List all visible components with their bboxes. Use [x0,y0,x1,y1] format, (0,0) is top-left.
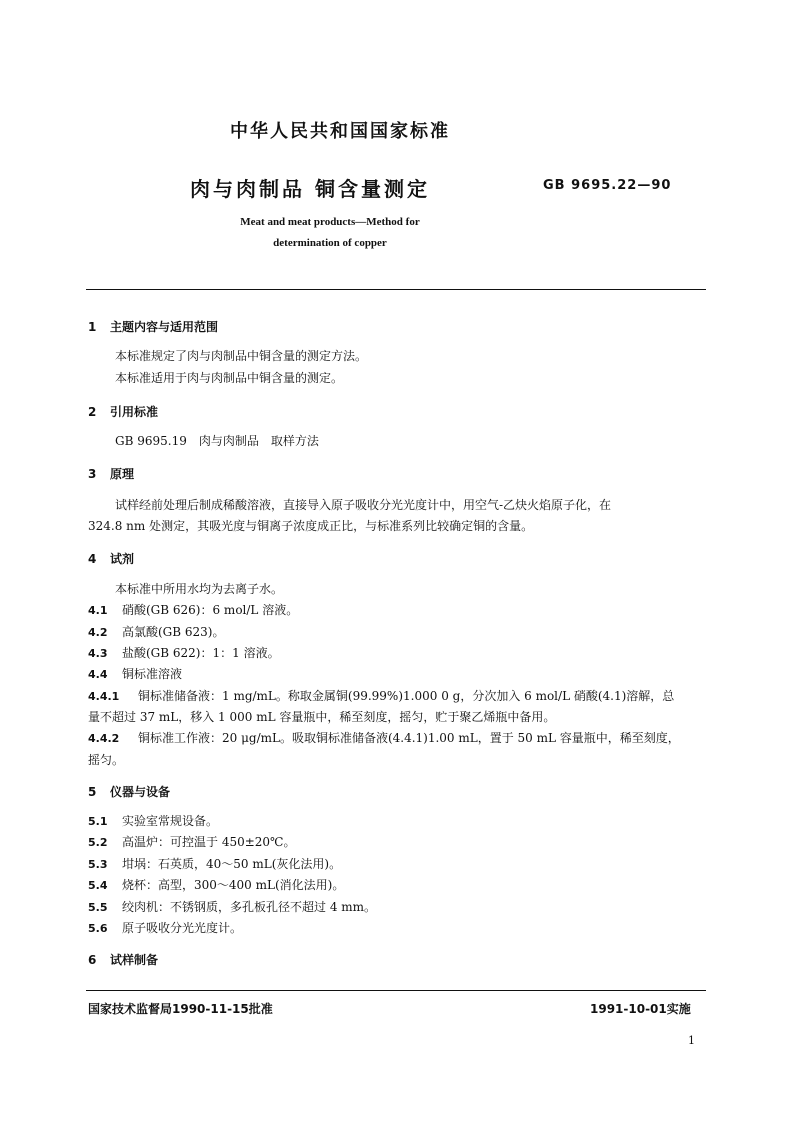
section-2-heading [88,403,158,420]
item-text: 高温炉：可控温于 450±20℃。 [122,835,296,849]
item-text: 铜标准溶液 [122,667,183,681]
list-item [88,729,680,746]
item-number: 4.4.2 [88,732,120,745]
footer-rule [86,990,706,991]
paragraph: 本标准适用于肉与肉制品中铜含量的测定。 [115,371,344,385]
section-number: 3 [88,467,97,481]
item-text: 实验室常规设备。 [122,814,219,828]
item-number: 5.6 [88,922,108,935]
section-3-heading [88,465,134,482]
section-number: 1 [88,320,97,334]
item-number: 5.4 [88,879,108,892]
item-text: 铜标准工作液：20 μg/mL。吸取铜标准储备液(4.4.1)1.00 mL，置于 50 mL 容量瓶中，稀至刻度， [138,731,680,745]
section-title: 原理 [110,467,135,481]
list-item [88,833,295,850]
item-text: 坩埚：石英质，40～50 mL(灰化法用)。 [122,857,342,871]
list-item [88,687,674,704]
section-number: 4 [88,552,97,566]
list-item [88,876,344,893]
list-item [88,919,242,936]
item-text: 原子吸收分光光度计。 [122,921,243,935]
list-item [88,855,341,872]
implementation-date: 1991-10-01实施 [590,1002,691,1016]
list-item [88,644,280,661]
document-title-en-line1: Meat and meat products—Method for [240,216,420,228]
item-continuation: 摇匀。 [88,753,125,767]
paragraph: 试样经前处理后制成稀酸溶液，直接导入原子吸收分光光度计中，用空气-乙炔火焰原子化，在 [115,498,612,512]
item-text: 铜标准储备液：1 mg/mL。称取金属铜(99.99%)1.000 0 g，分次加入 6 mol/L 硝酸(4.1)溶解，总 [138,689,675,703]
issuer-heading: 中华人民共和国国家标准 [230,121,450,142]
section-6-heading [88,951,158,968]
item-text: 盐酸(GB 622)：1：1 溶液。 [122,646,280,660]
document-title-cn: 肉与肉制品 铜含量测定 [190,177,430,201]
list-item [88,812,218,829]
item-number: 4.1 [88,604,108,617]
item-number: 5.5 [88,901,108,914]
approval-line: 国家技术监督局1990-11-15批准 [88,1002,273,1016]
list-item [88,601,298,618]
section-title: 试剂 [110,552,135,566]
item-number: 4.2 [88,626,108,639]
section-5-heading [88,783,170,800]
item-number: 5.2 [88,836,108,849]
page-number: 1 [688,1034,695,1047]
document-title-en-line2: determination of copper [273,237,387,249]
section-title: 主题内容与适用范围 [110,320,219,334]
list-item [88,665,182,682]
reference-item: GB 9695.19 肉与肉制品 取样方法 [115,434,319,448]
section-number: 5 [88,785,97,799]
section-number: 6 [88,953,97,967]
item-continuation: 量不超过 37 mL，移入 1 000 mL 容量瓶中，稀至刻度，摇匀，贮于聚乙烯瓶中备用。 [88,710,556,724]
item-text: 硝酸(GB 626)：6 mol/L 溶液。 [122,603,299,617]
item-number: 5.3 [88,858,108,871]
item-number: 4.3 [88,647,108,660]
standard-code: GB 9695.22—90 [543,178,672,193]
section-1-heading [88,318,218,335]
top-rule [86,289,706,290]
paragraph-continuation: 324.8 nm 处测定，其吸光度与铜离子浓度成正比，与标准系列比较确定铜的含量。 [88,519,534,533]
list-item [88,898,376,915]
list-item [88,623,225,640]
section-number: 2 [88,405,97,419]
item-number: 5.1 [88,815,108,828]
section-4-heading [88,550,134,567]
item-text: 烧杯：高型，300～400 mL(消化法用)。 [122,878,345,892]
section-title: 试样制备 [110,953,159,967]
section-title: 仪器与设备 [110,785,171,799]
section-title: 引用标准 [110,405,159,419]
item-number: 4.4.1 [88,690,120,703]
paragraph: 本标准规定了肉与肉制品中铜含量的测定方法。 [115,349,368,363]
item-text: 高氯酸(GB 623)。 [122,625,225,639]
paragraph: 本标准中所用水均为去离子水。 [115,582,284,596]
item-text: 绞肉机：不锈钢质，多孔板孔径不超过 4 mm。 [122,900,377,914]
item-number: 4.4 [88,668,108,681]
